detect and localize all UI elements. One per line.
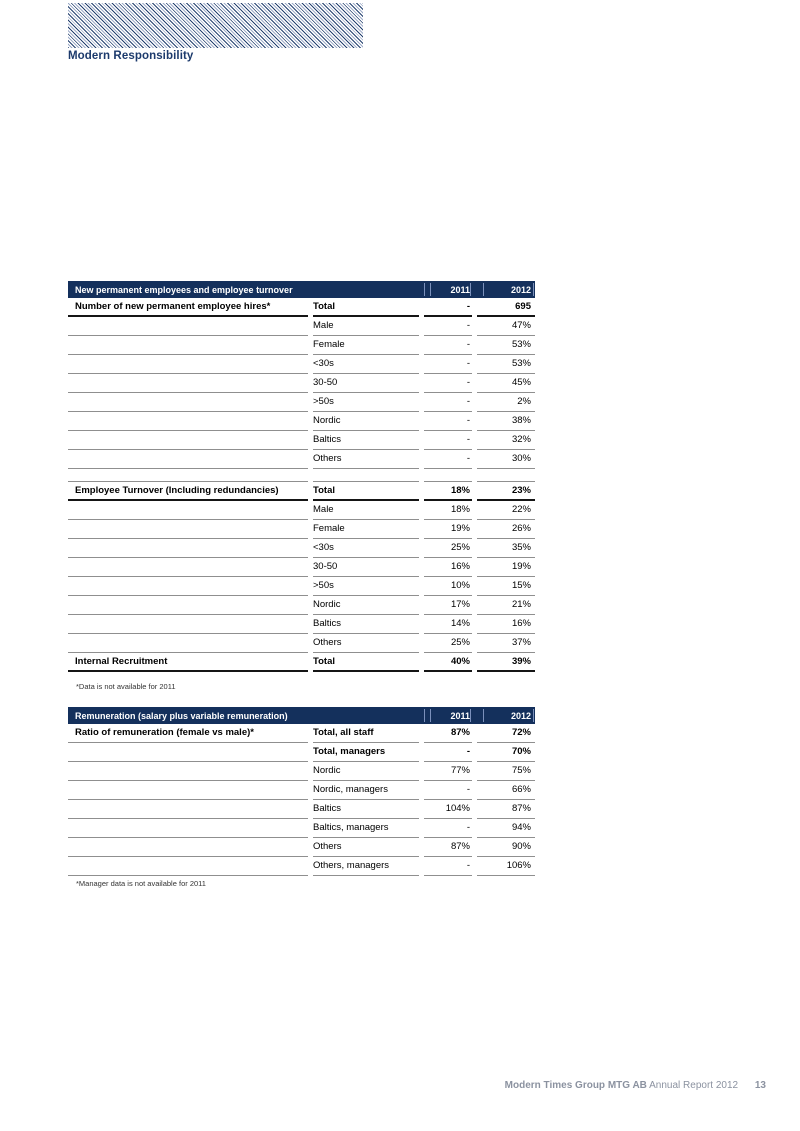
table-footnote: *Manager data is not available for 2011 [76, 879, 206, 888]
value-2011-cell: 40% [424, 653, 472, 672]
value-2011-cell: 77% [424, 762, 472, 781]
subcategory-cell: Female [313, 336, 419, 355]
category-cell [68, 431, 308, 450]
table-row [68, 482, 535, 501]
category-cell [68, 374, 308, 393]
value-2011-cell: - [424, 450, 472, 469]
value-2011-cell: - [424, 336, 472, 355]
category-cell: Ratio of remuneration (female vs male)* [68, 724, 308, 743]
category-cell [68, 577, 308, 596]
table-row [68, 539, 535, 558]
subcategory-cell: 30-50 [313, 374, 419, 393]
remuneration-table [68, 707, 535, 876]
category-cell [68, 615, 308, 634]
value-2011-cell: - [424, 743, 472, 762]
value-2011-cell: - [424, 819, 472, 838]
value-2011-cell: - [424, 317, 472, 336]
value-2011-cell: 17% [424, 596, 472, 615]
value-2012-cell: 90% [477, 838, 535, 857]
table-row [68, 558, 535, 577]
value-2012-cell: 87% [477, 800, 535, 819]
value-2011-cell: - [424, 355, 472, 374]
header-separator [470, 709, 471, 722]
value-2011-cell: 87% [424, 838, 472, 857]
value-2011-cell: 18% [424, 482, 472, 501]
subcategory-cell [313, 469, 419, 482]
footer-company-name: Modern Times Group MTG AB [504, 1080, 647, 1091]
table-row [68, 800, 535, 819]
category-cell [68, 355, 308, 374]
category-cell [68, 393, 308, 412]
category-cell [68, 857, 308, 876]
value-2012-cell: 94% [477, 819, 535, 838]
category-cell [68, 469, 308, 482]
table-row [68, 336, 535, 355]
category-cell [68, 539, 308, 558]
value-2011-cell [424, 469, 472, 482]
value-2012-cell: 2% [477, 393, 535, 412]
value-2011-cell: - [424, 857, 472, 876]
value-2012-cell: 53% [477, 355, 535, 374]
table-row [68, 743, 535, 762]
value-2012-cell: 22% [477, 501, 535, 520]
subcategory-cell: Male [313, 317, 419, 336]
table-row [68, 819, 535, 838]
header-separator [430, 709, 431, 722]
subcategory-cell: Baltics, managers [313, 819, 419, 838]
column-header-2012: 2012 [510, 284, 531, 295]
table-row [68, 615, 535, 634]
value-2011-cell: 19% [424, 520, 472, 539]
table-row [68, 393, 535, 412]
subcategory-cell: Baltics [313, 800, 419, 819]
footer-page-number: 13 [754, 1080, 766, 1091]
table-body [68, 298, 535, 672]
header-separator [533, 709, 534, 722]
column-header-2012: 2012 [510, 710, 531, 721]
header-separator [533, 283, 534, 296]
value-2012-cell: 106% [477, 857, 535, 876]
category-cell: Internal Recruitment [68, 653, 308, 672]
table-row [68, 838, 535, 857]
header-separator [470, 283, 471, 296]
subcategory-cell: Others, managers [313, 857, 419, 876]
value-2011-cell: - [424, 431, 472, 450]
category-cell [68, 558, 308, 577]
subcategory-cell: Nordic [313, 596, 419, 615]
value-2012-cell [477, 469, 535, 482]
value-2011-cell: - [424, 393, 472, 412]
header-separator [483, 709, 484, 722]
page-title: Modern Responsibility [68, 50, 194, 62]
table-row [68, 634, 535, 653]
header-separator [483, 283, 484, 296]
subcategory-cell: Baltics [313, 431, 419, 450]
value-2012-cell: 70% [477, 743, 535, 762]
table-footnote: *Data is not available for 2011 [76, 682, 176, 691]
table-title: Remuneration (salary plus variable remuneration) [75, 710, 288, 721]
table-row [68, 317, 535, 336]
subcategory-cell: Total [313, 482, 419, 501]
value-2012-cell: 32% [477, 431, 535, 450]
category-cell [68, 412, 308, 431]
table-row [68, 724, 535, 743]
value-2012-cell: 45% [477, 374, 535, 393]
subcategory-cell: Baltics [313, 615, 419, 634]
value-2012-cell: 695 [477, 298, 535, 317]
value-2011-cell: 10% [424, 577, 472, 596]
subcategory-cell: 30-50 [313, 558, 419, 577]
category-cell [68, 317, 308, 336]
table-row [68, 762, 535, 781]
table-row [68, 781, 535, 800]
table-row [68, 857, 535, 876]
header-separator [430, 283, 431, 296]
category-cell: Employee Turnover (Including redundancies) [68, 482, 308, 501]
table-row [68, 596, 535, 615]
table-row [68, 355, 535, 374]
table-row [68, 412, 535, 431]
table-row [68, 374, 535, 393]
subcategory-cell: Total, all staff [313, 724, 419, 743]
header-separator [424, 709, 425, 722]
value-2012-cell: 30% [477, 450, 535, 469]
value-2011-cell: 25% [424, 634, 472, 653]
table-row [68, 298, 535, 317]
value-2012-cell: 66% [477, 781, 535, 800]
value-2011-cell: 14% [424, 615, 472, 634]
table-row [68, 501, 535, 520]
employees-turnover-table [68, 281, 535, 672]
table-header-row [68, 281, 535, 298]
value-2012-cell: 38% [477, 412, 535, 431]
category-cell [68, 596, 308, 615]
category-cell [68, 743, 308, 762]
subcategory-cell: Nordic, managers [313, 781, 419, 800]
page-footer [505, 1080, 766, 1091]
header-separator [424, 283, 425, 296]
value-2012-cell: 15% [477, 577, 535, 596]
value-2011-cell: 18% [424, 501, 472, 520]
category-cell [68, 800, 308, 819]
value-2011-cell: - [424, 412, 472, 431]
column-header-2011: 2011 [450, 284, 470, 295]
value-2012-cell: 16% [477, 615, 535, 634]
value-2012-cell: 21% [477, 596, 535, 615]
value-2012-cell: 35% [477, 539, 535, 558]
value-2012-cell: 75% [477, 762, 535, 781]
subcategory-cell: Nordic [313, 762, 419, 781]
value-2012-cell: 37% [477, 634, 535, 653]
table-row [68, 653, 535, 672]
table-row [68, 520, 535, 539]
category-cell [68, 838, 308, 857]
subcategory-cell: Total [313, 653, 419, 672]
value-2012-cell: 53% [477, 336, 535, 355]
value-2011-cell: 25% [424, 539, 472, 558]
table-spacer-row [68, 469, 535, 482]
table-title: New permanent employees and employee turnover [75, 284, 293, 295]
subcategory-cell: Others [313, 634, 419, 653]
category-cell [68, 762, 308, 781]
table-header-row [68, 707, 535, 724]
value-2011-cell: 16% [424, 558, 472, 577]
value-2011-cell: - [424, 781, 472, 800]
value-2012-cell: 19% [477, 558, 535, 577]
subcategory-cell: <30s [313, 539, 419, 558]
category-cell [68, 819, 308, 838]
subcategory-cell: Female [313, 520, 419, 539]
subcategory-cell: Total [313, 298, 419, 317]
category-cell [68, 336, 308, 355]
subcategory-cell: >50s [313, 577, 419, 596]
hatch-pattern-banner [68, 3, 363, 48]
category-cell: Number of new permanent employee hires* [68, 298, 308, 317]
value-2012-cell: 72% [477, 724, 535, 743]
value-2012-cell: 39% [477, 653, 535, 672]
footer-report-name: Annual Report 2012 [649, 1080, 739, 1091]
column-header-2011: 2011 [450, 710, 470, 721]
value-2012-cell: 23% [477, 482, 535, 501]
value-2011-cell: 104% [424, 800, 472, 819]
category-cell [68, 450, 308, 469]
subcategory-cell: Others [313, 450, 419, 469]
value-2012-cell: 26% [477, 520, 535, 539]
value-2011-cell: - [424, 298, 472, 317]
value-2012-cell: 47% [477, 317, 535, 336]
subcategory-cell: Others [313, 838, 419, 857]
category-cell [68, 634, 308, 653]
value-2011-cell: 87% [424, 724, 472, 743]
value-2011-cell: - [424, 374, 472, 393]
category-cell [68, 501, 308, 520]
category-cell [68, 520, 308, 539]
category-cell [68, 781, 308, 800]
subcategory-cell: Total, managers [313, 743, 419, 762]
table-row [68, 431, 535, 450]
subcategory-cell: >50s [313, 393, 419, 412]
subcategory-cell: Male [313, 501, 419, 520]
table-row [68, 450, 535, 469]
table-body [68, 724, 535, 876]
table-row [68, 577, 535, 596]
subcategory-cell: Nordic [313, 412, 419, 431]
subcategory-cell: <30s [313, 355, 419, 374]
